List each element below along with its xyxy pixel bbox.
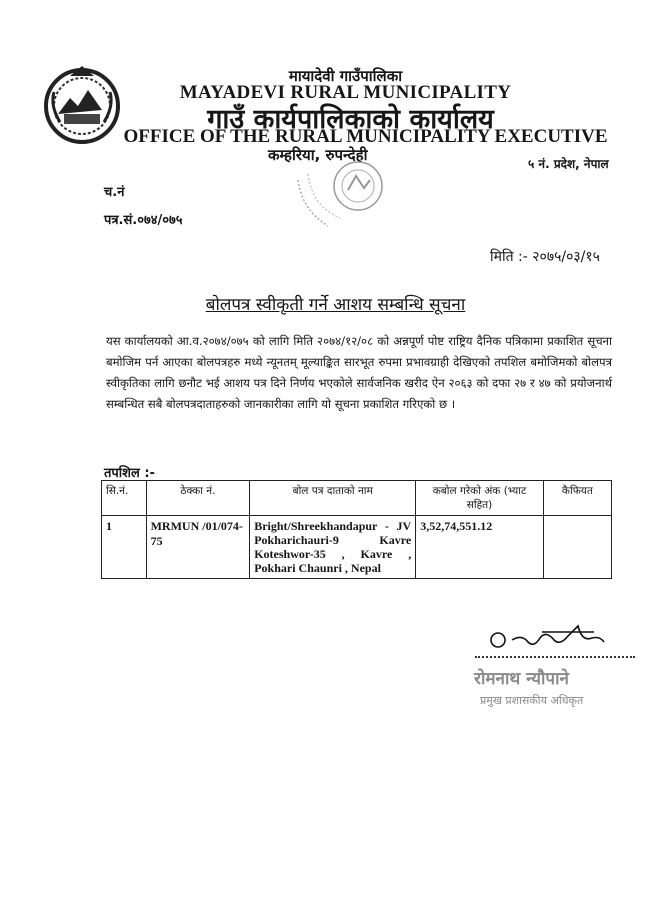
cell-bidder: Bright/Shreekhandapur - JV Pokharichauri-9 Kavre Koteshwor-35 , Kavre , Pokhari Chaunri , Nepal <box>250 516 416 579</box>
notice-date: मिति :- २०७५/०३/१५ <box>490 249 600 265</box>
col-header-amount: कबोल गरेको अंक (भ्याट सहित) <box>416 481 544 516</box>
header-nepali-office: गाउँ कार्यपालिकाको कार्यालय <box>207 104 494 135</box>
cell-sn: 1 <box>102 516 147 579</box>
table-header-row <box>102 481 612 516</box>
handwritten-signature <box>482 612 612 662</box>
bid-table <box>101 480 612 579</box>
col-header-remarks: कैफियत <box>543 481 611 516</box>
signature-dotted-line <box>475 656 635 658</box>
header-english-office: OFFICE OF THE RURAL MUNICIPALITY EXECUTIVE <box>123 126 608 147</box>
svg-text:रोमनाथ न्यौपाने: रोमनाथ न्यौपाने <box>474 669 569 689</box>
col-header-contract: ठेक्का नं. <box>146 481 250 516</box>
header-english-name: MAYADEVI RURAL MUNICIPALITY <box>179 82 512 103</box>
svg-text:प्रमुख प्रशासकीय अधिकृत: प्रमुख प्रशासकीय अधिकृत <box>480 694 584 707</box>
dispatch-stamp-mark <box>288 160 398 240</box>
header-nepali-name: मायादेवी गाउँपालिका <box>288 67 403 85</box>
notice-body: यस कार्यालयको आ.व.२०७४/०७५ को लागि मिति २०७४/१२/०८ को अन्नपूर्ण पोष्ट राष्ट्रिय दैनिक पत्रिकामा प्रकाशित सूचना बमोजिम पर्न आएका बोलपत्रहरु मध्ये न्यूनतम् मूल्याङ्कित सारभूत रुपमा प्रभावग्राही देखिएको तपशिल बमोजिमको बोलपत्र स्वीकृतिका लागि छनौट भई आशय पत्र दिने निर्णय भएकोले सार्वजनिक खरीद ऐन २०६३ को दफा २७ र ४७ को प्रयोजनार्थ सम्बन्धित सबै बोलपत्रदाताहरुको जानकारीका लागि यो सूचना प्रकाशित गरिएको छ । <box>106 334 612 411</box>
ref-patra-label: पत्र.सं.०७४/०७५ <box>104 213 183 228</box>
header-place: कम्हरिया, रुपन्देही <box>268 146 368 164</box>
col-header-sn: सि.नं. <box>102 481 147 516</box>
details-label: तपशिल :- <box>104 466 155 481</box>
notice-subject: बोलपत्र स्वीकृती गर्ने आशय सम्बन्धि सूचना <box>205 295 466 315</box>
col-header-bidder: बोल पत्र दाताको नाम <box>250 481 416 516</box>
official-name-stamp <box>470 660 600 710</box>
cell-contract-no: MRMUN /01/074-75 <box>146 516 250 579</box>
table-row <box>102 516 612 579</box>
ref-cha-label: च.नं <box>104 185 125 200</box>
cell-amount: 3,52,74,551.12 <box>416 516 544 579</box>
cell-remarks <box>543 516 611 579</box>
header-province: ५ नं. प्रदेश, नेपाल <box>528 157 609 171</box>
